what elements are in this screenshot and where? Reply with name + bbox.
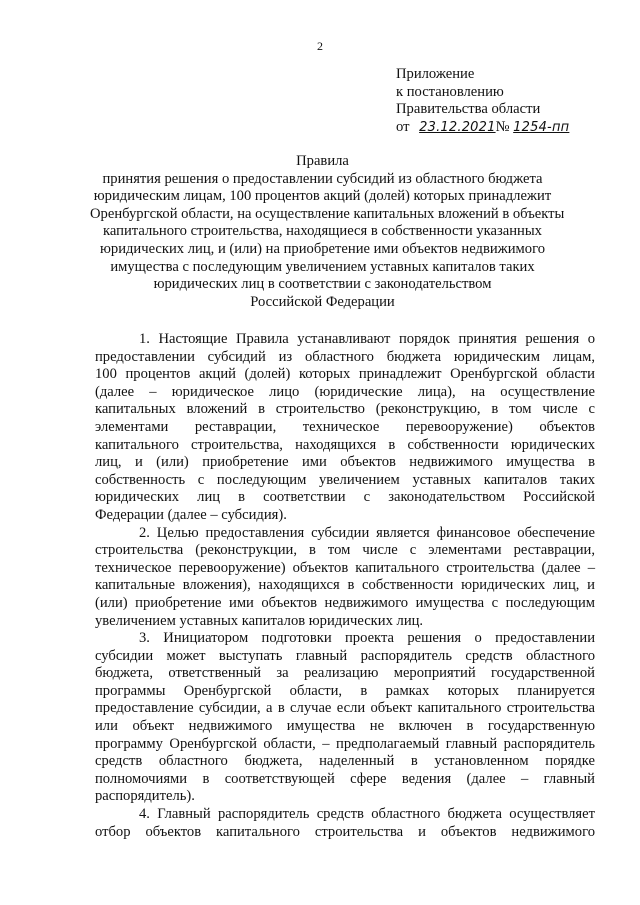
paragraph-line: субсидии может выступать главный распорядитель средств областного — [95, 647, 595, 664]
title-line: юридическим лицам, 100 процентов акций (долей) которых принадлежит — [93, 188, 552, 205]
document-body — [95, 331, 595, 841]
paragraph-line: увеличением уставных капиталов юридических лиц. — [95, 612, 424, 629]
paragraph-1 — [95, 331, 595, 525]
paragraph-line: капитального строительства, находящихся в собственности юридических — [95, 436, 595, 453]
page-number: 2 — [317, 39, 323, 53]
paragraph-line: Федерации (далее – субсидия). — [95, 506, 287, 523]
paragraph-line: программу Оренбургской области, – предполагаемый главный распорядитель — [95, 735, 595, 752]
appendix-line-1: Приложение — [396, 66, 475, 82]
title-line: принятия решения о предоставлении субсидий из областного бюджета — [102, 170, 543, 187]
paragraph-line: лиц, и (или) приобретение ими объектов недвижимого имущества в — [95, 454, 595, 471]
title-line: Российской Федерации — [250, 293, 395, 310]
paragraph-4 — [95, 806, 595, 841]
paragraph-line: бюджета, ответственный за реализацию мероприятий государственной — [95, 665, 595, 682]
paragraph-line: капитальных вложений в строительство (реконструкцию, в том числе с — [95, 401, 595, 418]
title-line: Оренбургской области, на осуществление капитальных вложений в объекты — [90, 205, 565, 222]
number-sign: № — [495, 118, 510, 135]
paragraph-line: техническое перевооружение) объектов капитального строительства (далее – — [95, 559, 595, 576]
title-line: имущества с последующим увеличением уставных капиталов таких — [110, 258, 535, 275]
paragraph-line: средств областного бюджета, наделенный в установленном порядке — [95, 753, 595, 770]
paragraph-line: 4. Главный распорядитель средств областного бюджета осуществляет — [139, 806, 595, 823]
appendix-header — [396, 66, 569, 136]
paragraph-line: 100 процентов акций (долей) которых принадлежит Оренбургской области — [95, 366, 595, 383]
paragraph-line: отбор объектов капитального строительства и объектов недвижимого — [95, 823, 595, 840]
paragraph-line: полномочиями в соответствующей сфере ведения (далее – главный — [95, 770, 595, 787]
date-prefix: от — [396, 118, 410, 135]
paragraph-line: 3. Инициатором подготовки проекта решения о предоставлении — [139, 630, 595, 647]
paragraph-line: программы Оренбургской области, в рамках которых планируется — [95, 682, 595, 699]
paragraph-line: или объект недвижимого имущества не включен в государственную — [95, 718, 595, 735]
appendix-date-line — [396, 119, 569, 137]
paragraph-line: предоставлении субсидий из областного бюджета юридическим лицам, — [95, 348, 595, 365]
appendix-line-3: Правительства области — [396, 101, 541, 117]
title-line: капитального строительства, находящиеся в собственности указанных — [103, 223, 542, 240]
paragraph-line: юридических лиц в соответствии с законодательством Российской — [95, 489, 595, 506]
paragraph-line: строительства (реконструкции, в том числе с элементами реставрации, — [95, 542, 595, 559]
appendix-line-2: к постановлению — [396, 83, 504, 100]
paragraph-line: 2. Целью предоставления субсидии является финансовое обеспечение — [139, 524, 595, 541]
paragraph-line: (или) приобретение ими объектов недвижимого имущества с последующим — [95, 594, 595, 611]
resolution-date: 23.12.2021 — [419, 119, 496, 135]
paragraph-line: элементами реставрации, техническое перевооружение) объектов — [95, 418, 595, 435]
title-line: юридических лиц в соответствии с законодательством — [153, 276, 492, 293]
paragraph-line: предоставление субсидии, а в случае если объект капитального строительства — [95, 700, 595, 717]
paragraph-line: 1. Настоящие Правила устанавливают порядок принятия решения о — [139, 331, 595, 347]
paragraph-line: капитальные вложения), находящихся в собственности юридических лиц, и — [95, 577, 595, 594]
paragraph-3 — [95, 630, 595, 806]
paragraph-line: собственность с последующим увеличением уставных капиталов таких — [95, 471, 595, 488]
title-line: Правила — [296, 153, 349, 169]
paragraph-2 — [95, 525, 595, 631]
paragraph-line: (далее – юридическое лицо (юридические лица), на осуществление — [95, 383, 595, 400]
paragraph-line: распорядитель). — [95, 788, 195, 805]
resolution-number: 1254-пп — [513, 119, 570, 135]
document-title — [90, 153, 565, 311]
title-line: юридических лиц, и (или) на приобретение ими объектов недвижимого — [100, 240, 545, 257]
